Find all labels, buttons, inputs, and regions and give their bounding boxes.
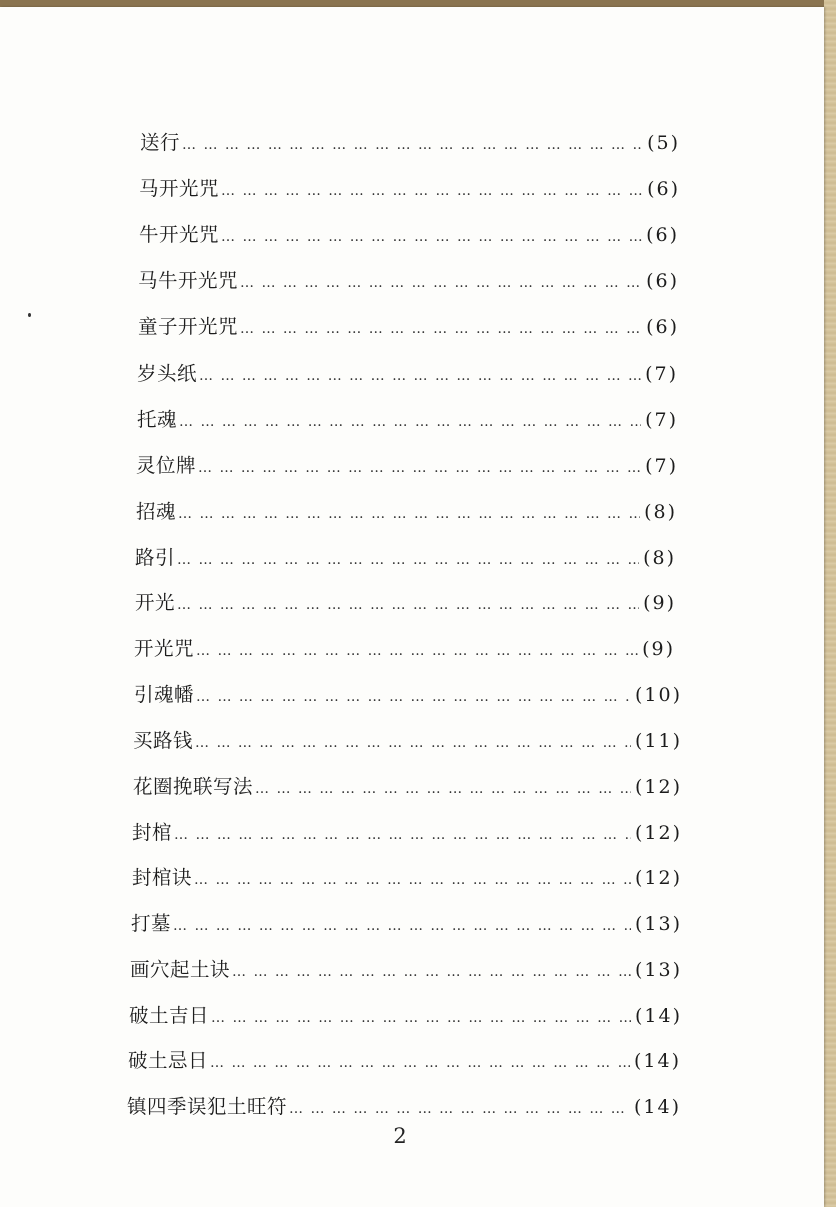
dot-leader: [198, 453, 641, 483]
toc-entry-title: 画穴起土诀: [130, 958, 231, 981]
toc-entry-page: (8): [643, 547, 676, 569]
toc-entry-title: 开光咒: [134, 637, 195, 660]
toc-entry: [132, 863, 682, 893]
toc-entry: [135, 588, 676, 618]
toc-entry-title: 引魂幡: [134, 683, 195, 706]
toc-entry-page: (5): [647, 132, 680, 154]
toc-entry-page: (7): [645, 409, 678, 431]
toc-entry-page: (8): [644, 501, 677, 523]
dot-leader: [177, 545, 639, 575]
toc-entry-page: (12): [634, 822, 682, 844]
toc-entry: [130, 955, 682, 985]
toc-entry-title: 花圈挽联写法: [133, 775, 254, 798]
toc-entry-page: (6): [647, 178, 680, 200]
toc-entry: [136, 497, 677, 527]
toc-entry-title: 破土吉日: [129, 1004, 210, 1027]
toc-entry-title: 打墓: [131, 912, 172, 935]
table-of-contents: [0, 7, 824, 1207]
toc-entry-page: (10): [634, 684, 682, 706]
toc-entry-title: 封棺: [132, 821, 173, 844]
toc-entry: [138, 312, 679, 342]
toc-entry-title: 破土忌日: [128, 1049, 209, 1072]
toc-entry-title: 马开光咒: [139, 177, 220, 200]
dot-leader: [221, 176, 643, 206]
toc-entry: [128, 1046, 681, 1076]
toc-entry-page: (6): [646, 316, 679, 338]
dot-leader: [196, 636, 638, 666]
toc-entry: [137, 405, 678, 435]
dot-leader: [255, 774, 631, 804]
toc-entry-title: 托魂: [137, 408, 178, 431]
toc-entry-page: (6): [646, 270, 679, 292]
toc-entry-page: (14): [634, 1005, 682, 1027]
toc-entry-title: 开光: [135, 591, 176, 614]
dot-leader: [177, 590, 639, 620]
toc-entry-page: (7): [645, 455, 678, 477]
dot-leader: [221, 222, 642, 252]
toc-entry-title: 招魂: [136, 500, 177, 523]
dot-leader: [199, 361, 641, 391]
dot-leader: [195, 728, 631, 758]
toc-entry-title: 灵位牌: [136, 454, 197, 477]
dot-leader: [232, 957, 631, 987]
dot-leader: [211, 1003, 631, 1033]
toc-entry: [140, 128, 680, 158]
top-edge-band: [0, 0, 836, 7]
toc-entry: [129, 1001, 682, 1031]
toc-entry-title: 路引: [135, 546, 176, 569]
toc-entry-page: (12): [634, 867, 682, 889]
toc-entry: [133, 772, 682, 802]
toc-entry-title: 镇四季误犯土旺符: [127, 1095, 288, 1118]
toc-entry-page: (14): [633, 1096, 681, 1118]
toc-entry-page: (12): [634, 776, 682, 798]
toc-entry-page: (14): [633, 1050, 681, 1072]
toc-entry-page: (13): [634, 959, 682, 981]
dot-leader: [240, 314, 642, 344]
toc-entry: [137, 359, 678, 389]
dot-leader: [196, 682, 631, 712]
toc-entry-title: 买路钱: [133, 729, 194, 752]
toc-entry-title: 封棺诀: [132, 866, 193, 889]
toc-entry-title: 岁头纸: [137, 362, 198, 385]
toc-entry-title: 送行: [140, 131, 181, 154]
toc-entry: [135, 543, 676, 573]
document-page: [0, 7, 824, 1207]
toc-entry-page: (7): [645, 363, 678, 385]
dot-leader: [210, 1048, 630, 1078]
toc-entry: [138, 266, 679, 296]
toc-entry-page: (9): [643, 592, 676, 614]
toc-entry-title: 童子开光咒: [138, 315, 239, 338]
page-stack-edge: [824, 0, 836, 1207]
dot-leader: [179, 407, 641, 437]
toc-entry: [136, 451, 678, 481]
toc-entry-page: (11): [634, 730, 682, 752]
dot-leader: [173, 911, 631, 941]
toc-entry-page: (6): [646, 224, 679, 246]
dot-leader: [182, 130, 643, 160]
toc-entry: [139, 220, 679, 250]
page-number: 2: [393, 1124, 407, 1148]
toc-entry-title: 马牛开光咒: [138, 269, 239, 292]
toc-entry-page: (13): [634, 913, 682, 935]
toc-entry: [134, 634, 675, 664]
toc-entry: [139, 174, 680, 204]
toc-entry: [134, 680, 682, 710]
toc-entry: [131, 909, 682, 939]
toc-entry-page: (9): [642, 638, 675, 660]
toc-entry: [132, 818, 682, 848]
toc-entry: [127, 1092, 681, 1122]
toc-entry: [133, 726, 682, 756]
dot-leader: [289, 1094, 630, 1124]
dot-leader: [240, 268, 642, 298]
dot-leader: [194, 865, 631, 895]
dot-leader: [178, 499, 640, 529]
toc-entry-title: 牛开光咒: [139, 223, 220, 246]
dot-leader: [174, 820, 631, 850]
